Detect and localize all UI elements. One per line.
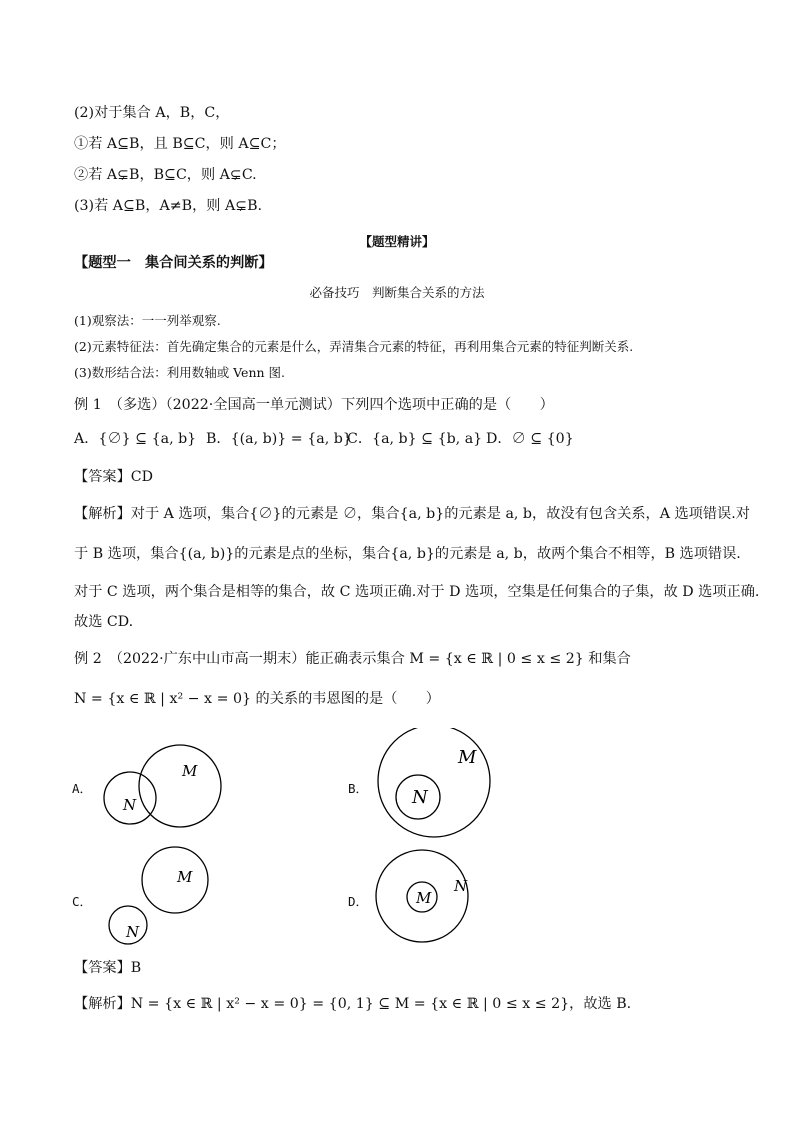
venn-option-b-label: B． <box>348 781 369 796</box>
example1-option-c: C．{a, b} ⊆ {b, a} <box>347 431 483 447</box>
venn-option-c-label: C． <box>72 894 93 909</box>
example1-option-a: A．{∅} ⊆ {a, b} <box>74 431 197 447</box>
prop2-intro: (2)对于集合 A，B，C， <box>74 105 230 121</box>
venn-c-circle-m <box>142 847 208 913</box>
example1-answer: 【答案】CD <box>74 469 153 485</box>
venn-diagram-option-a <box>96 738 236 830</box>
example1-option-b: B．{(a, b)} = {a, b} <box>206 431 352 447</box>
venn-d-label-n: N <box>454 877 468 895</box>
venn-option-a-label: A． <box>72 781 93 796</box>
example1-analysis-line2: 于 B 选项，集合{(a, b)}的元素是点的坐标，集合{a, b}的元素是 a, b，故两个集合不相等，B 选项错误. <box>74 546 741 562</box>
venn-c-label-n: N <box>126 923 140 941</box>
venn-diagram-option-b <box>374 728 498 838</box>
venn-c-label-m: M <box>177 868 193 886</box>
example2-stem-line2: N = {x ∈ ℝ | x² − x = 0} 的关系的韦恩图的是（ ） <box>74 691 440 707</box>
skill-title: 必备技巧 判断集合关系的方法 <box>309 285 485 300</box>
example1-analysis-line1: 【解析】对于 A 选项，集合{∅}的元素是 ∅，集合{a, b}的元素是 a, b，故没有包含关系，A 选项错误.对 <box>74 506 750 522</box>
venn-option-d-label: D． <box>348 894 369 909</box>
venn-diagram-option-c <box>104 845 216 947</box>
example2-analysis: 【解析】N = {x ∈ ℝ | x² − x = 0} = {0, 1} ⊆ M = {x ∈ ℝ | 0 ≤ x ≤ 2}，故选 B. <box>74 996 632 1012</box>
prop2-item1: ①若 A⊆B，且 B⊆C，则 A⊆C； <box>74 136 286 152</box>
venn-a-label-m: M <box>182 762 198 780</box>
prop3: (3)若 A⊆B，A≠B，则 A⊊B. <box>74 198 263 214</box>
example1-analysis-line3: 对于 C 选项，两个集合是相等的集合，故 C 选项正确.对于 D 选项，空集是任何集合的子集，故 D 选项正确. <box>74 584 760 600</box>
venn-a-circle-m <box>139 745 221 827</box>
example2-answer: 【答案】B <box>74 960 142 976</box>
prop2-item2: ②若 A⊊B，B⊆C，则 A⊊C. <box>74 167 257 183</box>
example2-stem-line1: 例 2 （2022·广东中山市高一期末）能正确表示集合 M = {x ∈ ℝ | 0 ≤ x ≤ 2} 和集合 <box>74 651 631 667</box>
skill-line3: (3)数形结合法：利用数轴或 Venn 图. <box>74 365 286 380</box>
section-title: 【题型精讲】 <box>359 234 435 249</box>
venn-b-label-m: M <box>458 747 477 768</box>
topic-title: 【题型一 集合间关系的判断】 <box>74 255 273 271</box>
skill-line2: (2)元素特征法：首先确定集合的元素是什么，弄清集合元素的特征，再利用集合元素的特征判断关系. <box>74 339 634 354</box>
example1-option-d: D．∅ ⊆ {0} <box>486 431 574 447</box>
venn-a-label-n: N <box>123 796 137 814</box>
venn-d-label-m: M <box>416 889 432 907</box>
example1-analysis-line4: 故选 CD. <box>74 614 134 630</box>
skill-line1: (1)观察法：一一列举观察. <box>74 313 221 328</box>
venn-diagram-option-d <box>374 849 474 943</box>
example1-stem: 例 1 （多选）（2022·全国高一单元测试）下列四个选项中正确的是（ ） <box>74 397 554 413</box>
venn-b-label-n: N <box>412 787 428 808</box>
